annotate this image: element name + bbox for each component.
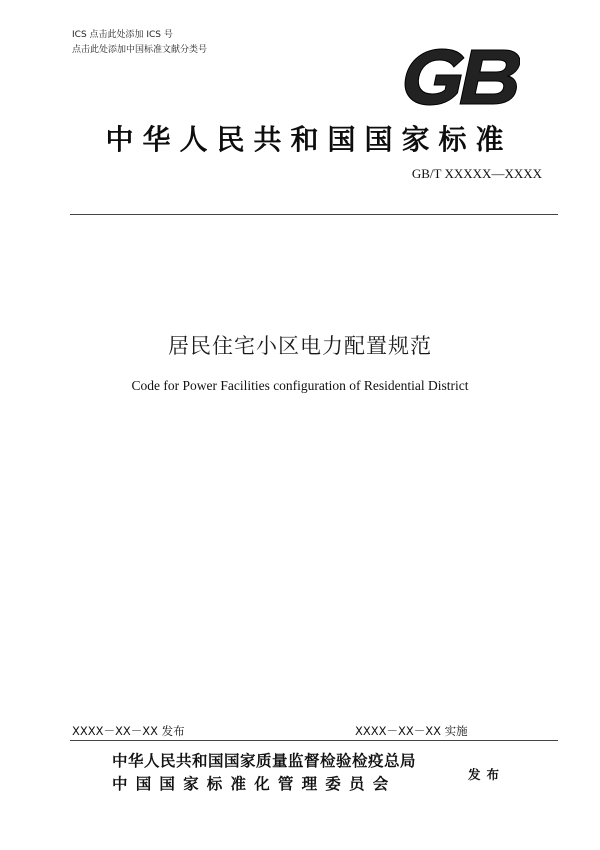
publish-label: 发布: [468, 767, 506, 782]
header-divider: [70, 214, 558, 215]
document-title-english: Code for Power Facilities configuration of Residential District: [131, 378, 469, 393]
ccs-number-placeholder[interactable]: 点击此处添加中国标准文献分类号: [72, 45, 208, 55]
implement-date: XXXX－XX－XX 实施: [355, 724, 468, 738]
footer-divider: [70, 740, 558, 741]
publish-date: XXXX－XX－XX 发布: [72, 724, 185, 738]
gb-logo-icon: [398, 48, 520, 106]
national-standard-title: 中华人民共和国国家标准: [105, 123, 513, 156]
classification-codes: [72, 28, 207, 58]
standard-number: GB/T XXXXX—XXXX: [411, 166, 542, 181]
ics-number-placeholder[interactable]: ICS 点击此处添加 ICS 号: [72, 30, 173, 40]
publisher-line-1: 中华人民共和国国家质量监督检验检疫总局: [112, 752, 417, 770]
document-title-chinese: 居民住宅小区电力配置规范: [168, 334, 432, 358]
publisher-line-2: 中国国家标准化管理委员会: [112, 775, 397, 793]
